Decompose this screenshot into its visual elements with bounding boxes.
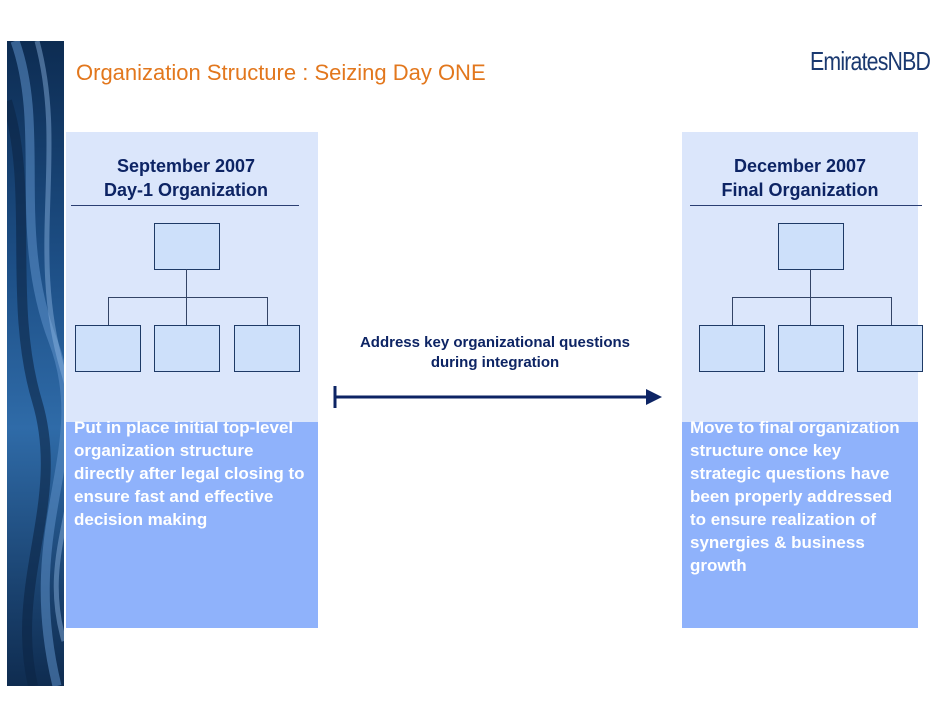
left-panel-description: Put in place initial top-level organization structure directly after legal closing to ensure fast and effective decision making [74,418,305,529]
left-panel-date: September 2007 [116,156,256,176]
sidebar-swirl-graphic [7,41,64,686]
slide-title: Organization Structure : Seizing Day ONE [76,60,486,85]
org-chart-sub-box [778,325,844,372]
org-chart-connector [891,297,892,325]
org-chart-connector [108,297,109,325]
org-chart-sub-box [154,325,220,372]
left-panel-divider [71,205,299,206]
right-panel [682,132,918,628]
integration-note: Address key organizational questions during integration [359,334,631,371]
emirates-nbd-logo: EmiratesNBD [810,46,931,76]
right-panel-subtitle: Final Organization [721,180,879,200]
right-panel-description: Move to final organization structure once key strategic questions have been properly addressed to ensure realization of synergies & business growth [690,418,900,575]
org-chart-connector [186,297,187,325]
decorative-sidebar [7,41,64,686]
right-panel-divider [690,205,922,206]
org-chart-connector [732,297,892,298]
org-chart-sub-box [234,325,300,372]
left-panel-subtitle: Day-1 Organization [103,180,269,200]
org-chart-connector [108,297,268,298]
left-panel-heading [60,154,312,202]
org-chart-connector [810,297,811,325]
org-chart-connector [267,297,268,325]
left-panel [66,132,318,628]
org-chart-sub-box [699,325,765,372]
org-chart-top-box [154,223,220,270]
org-chart-sub-box [857,325,923,372]
org-chart-top-box [778,223,844,270]
org-chart-connector [732,297,733,325]
timeline-arrow [332,384,664,410]
right-panel-date: December 2007 [733,156,867,176]
org-chart-sub-box [75,325,141,372]
right-panel-heading [682,154,918,202]
org-chart-connector [186,269,187,297]
org-chart-connector [810,269,811,297]
